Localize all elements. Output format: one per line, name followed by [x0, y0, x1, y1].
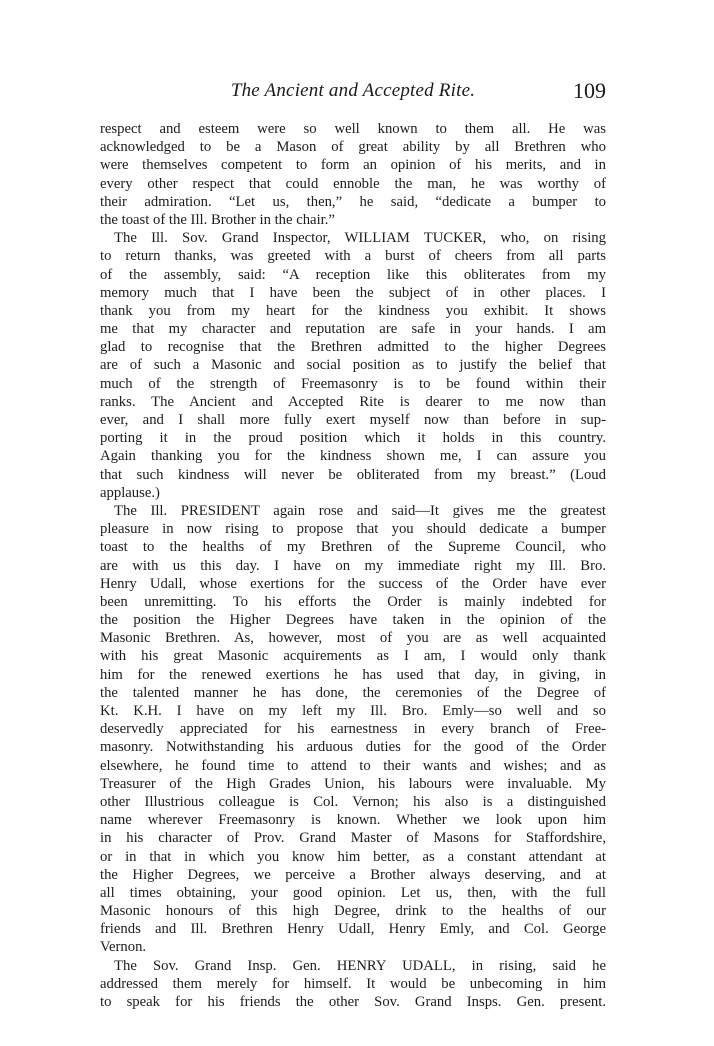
- text-line: elsewhere, he found time to attend to their wants and wishes; and as: [100, 757, 606, 774]
- page-number: 109: [573, 78, 606, 103]
- text-line: Treasurer of the High Grades Union, his labours were invaluable. My: [100, 775, 606, 792]
- text-line: masonry. Notwithstanding his arduous duties for the good of the Order: [100, 739, 606, 756]
- text-line: with his great Masonic acquirements as I am, I would only thank: [100, 648, 606, 665]
- text-line: respect and esteem were so well known to them all. He was: [100, 121, 606, 137]
- text-line: all times obtaining, your good opinion. Let us, then, with the full: [100, 884, 606, 901]
- text-line: addressed them merely for himself. It would be unbecoming in him: [100, 975, 606, 992]
- text-line: ranks. The Ancient and Accepted Rite is dearer to me now than: [100, 393, 606, 410]
- text-line: Masonic honours of this high Degree, drink to the healths of our: [100, 903, 606, 920]
- text-line: The Sov. Grand Insp. Gen. HENRY UDALL, in rising, said he: [114, 957, 606, 974]
- text-line: the toast of the Ill. Brother in the chair.”: [100, 211, 335, 228]
- text-line: been unremitting. To his efforts the Order is mainly indebted for: [100, 593, 606, 610]
- text-line: him for the renewed exertions he has used that day, in giving, in: [100, 666, 606, 683]
- text-line: other Illustrious colleague is Col. Vernon; his also is a distinguished: [100, 793, 606, 810]
- text-line: to speak for his friends the other Sov. Grand Insps. Gen. present.: [100, 994, 606, 1010]
- text-line: are with us this day. I have on my immediate right my Ill. Bro.: [100, 557, 606, 574]
- text-line: their admiration. “Let us, then,” he said, “dedicate a bumper to: [100, 193, 606, 210]
- text-line: the Higher Degrees, we perceive a Brother always deserving, and at: [100, 866, 606, 883]
- text-line: toast to the healths of my Brethren of the Supreme Council, who: [100, 539, 606, 556]
- text-line: ever, and I shall more fully exert myself now than before in sup-: [100, 412, 606, 428]
- text-line: deservedly appreciated for his earnestness in every branch of Free-: [100, 721, 606, 738]
- text-line: of the assembly, said: “A reception like this obliterates from my: [100, 266, 606, 283]
- text-line: much of the strength of Freemasonry is to be found within their: [100, 375, 606, 392]
- page-header: [100, 80, 606, 110]
- text-line: The Ill. Sov. Grand Inspector, WILLIAM TUCKER, who, on rising: [114, 230, 606, 247]
- text-line: me that my character and reputation are safe in your hands. I am: [100, 321, 606, 338]
- text-line: the position the Higher Degrees have taken in the opinion of the: [100, 612, 606, 629]
- body-text: [100, 120, 606, 1011]
- text-line: acknowledged to be a Mason of great ability by all Brethren who: [100, 139, 606, 156]
- text-line: are of such a Masonic and social position as to justify the belief that: [100, 357, 606, 374]
- text-line: Vernon.: [100, 939, 147, 956]
- text-line: Henry Udall, whose exertions for the success of the Order have ever: [100, 575, 606, 592]
- text-line: were themselves competent to form an opinion of his merits, and in: [100, 157, 606, 174]
- text-line: or in that in which you know him better, as a constant attendant at: [100, 848, 606, 865]
- text-line: Again thanking you for the kindness shown me, I can assure you: [100, 448, 606, 465]
- text-line: that such kindness will never be obliterated from my breast.” (Loud: [100, 466, 606, 483]
- text-line: memory much that I have been the subject of in other places. I: [100, 284, 606, 301]
- text-line: the talented manner he has done, the ceremonies of the Degree of: [100, 684, 606, 701]
- text-line: thank you from my heart for the kindness you exhibit. It shows: [100, 302, 606, 319]
- text-line: porting it in the proud position which it holds in this country.: [100, 430, 606, 447]
- text-line: glad to recognise that the Brethren admitted to the higher Degrees: [100, 339, 606, 356]
- running-title: The Ancient and Accepted Rite.: [230, 80, 476, 101]
- text-line: to return thanks, was greeted with a burst of cheers from all parts: [100, 248, 606, 265]
- text-line: applause.): [100, 484, 160, 501]
- text-line: The Ill. PRESIDENT again rose and said—It gives me the greatest: [114, 502, 606, 519]
- text-line: every other respect that could ennoble the man, he was worthy of: [100, 175, 606, 192]
- text-line: friends and Ill. Brethren Henry Udall, Henry Emly, and Col. George: [100, 921, 606, 938]
- text-line: pleasure in now rising to propose that you should dedicate a bumper: [100, 521, 606, 538]
- text-line: Kt. K.H. I have on my left my Ill. Bro. Emly—so well and so: [100, 703, 606, 719]
- text-line: Masonic Brethren. As, however, most of you are as well acquainted: [100, 630, 606, 647]
- text-line: name wherever Freemasonry is known. Whether we look upon him: [100, 812, 606, 829]
- text-line: in his character of Prov. Grand Master of Masons for Staffordshire,: [100, 830, 606, 847]
